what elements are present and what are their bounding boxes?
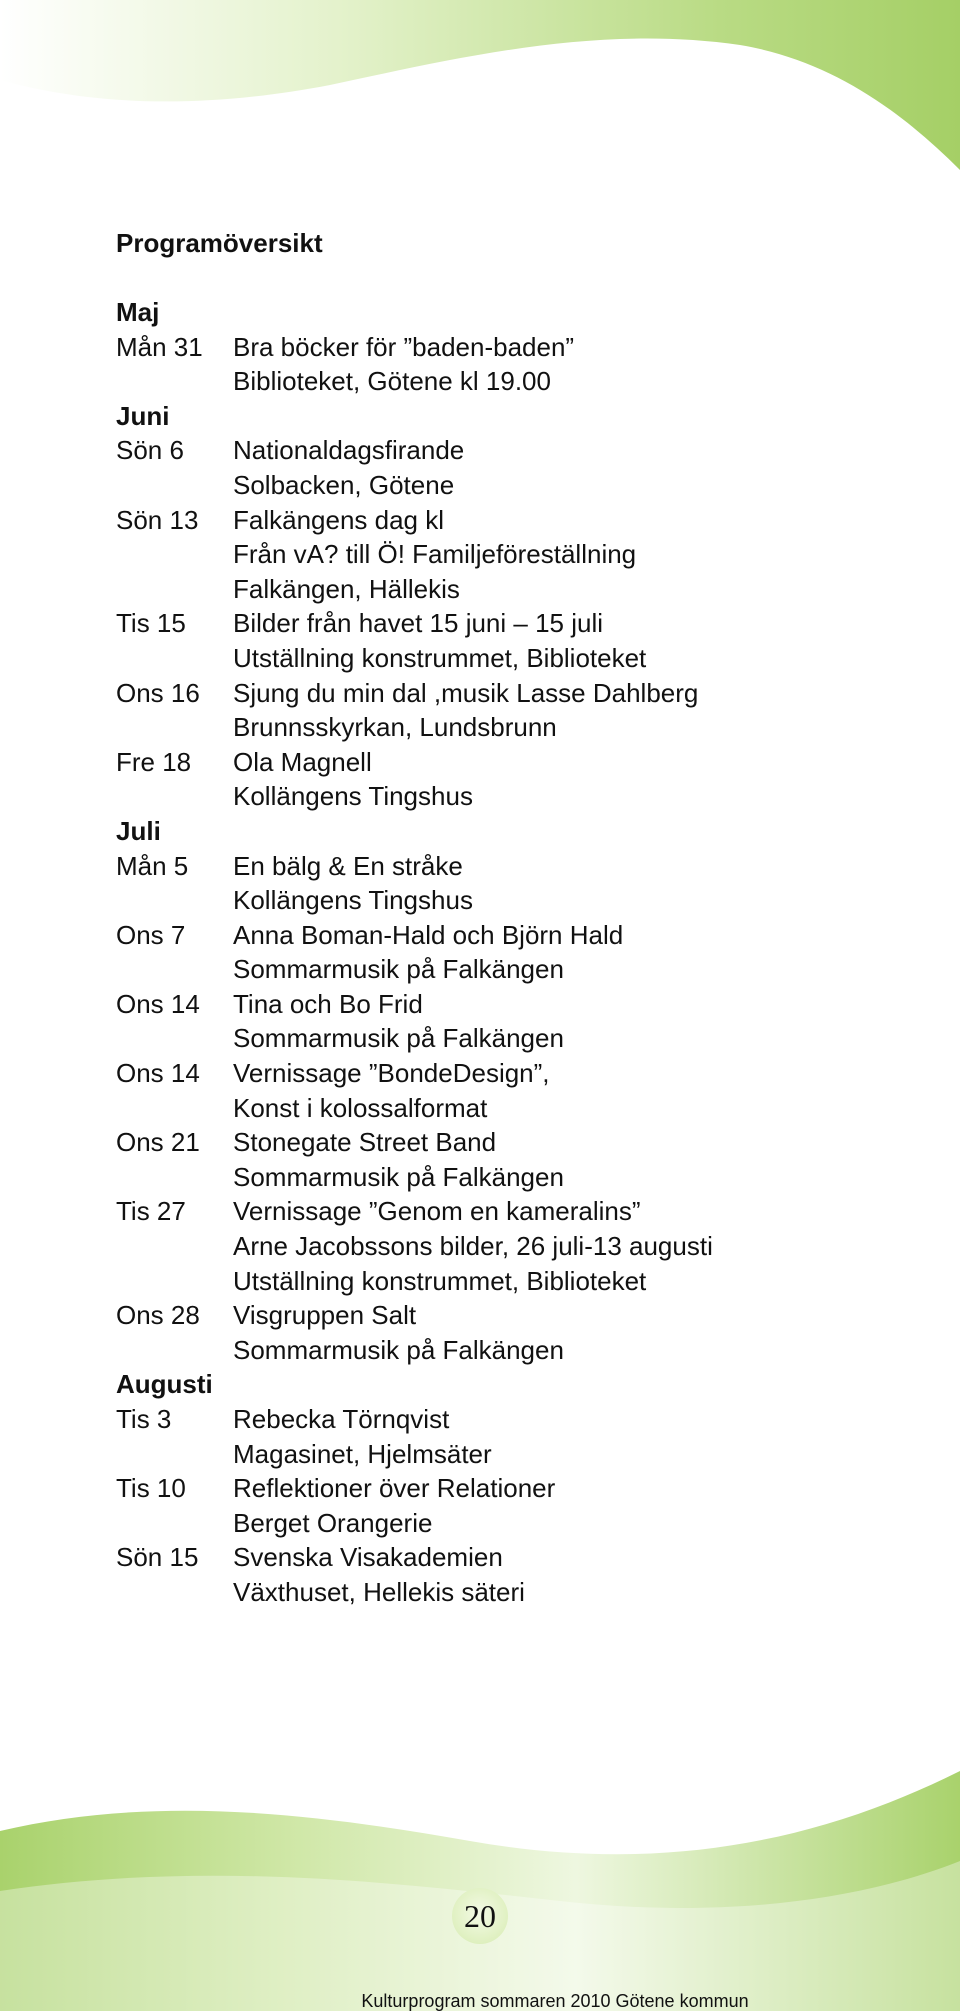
event-entry [116,1402,916,1471]
event-line: Reflektioner över Relationer [233,1473,556,1504]
event-line: Växthuset, Hellekis säteri [233,1576,525,1607]
event-line: Sommarmusik på Falkängen [233,1334,564,1365]
event-entry [116,987,916,1056]
event-day: Tis 3 [116,1404,172,1434]
top-wave-decoration [0,0,960,200]
event-entry [116,606,916,675]
event-details [233,330,916,399]
event-details [233,433,916,502]
event-day: Ons 28 [116,1300,200,1331]
event-details [233,1056,916,1125]
event-entry [116,330,916,399]
event-details [233,1125,916,1194]
event-line: Magasinet, Hjelmsäter [233,1438,492,1469]
event-entry [116,1194,916,1298]
event-day: Tis 10 [116,1473,186,1504]
event-line: Svenska Visakademien [233,1542,503,1573]
event-entry [116,1298,916,1367]
event-line: Kollängens Tingshus [233,885,473,916]
event-day: Ons 14 [116,988,200,1019]
event-line: Tina och Bo Frid [233,988,423,1019]
event-entry [116,1056,916,1125]
event-day: Tis 27 [116,1196,186,1227]
event-line: Visgruppen Salt [233,1300,417,1331]
event-line: Bra böcker för ”baden-baden” [233,331,575,362]
event-line: Sommarmusik på Falkängen [233,1023,564,1054]
page-title: Programöversikt [116,228,323,258]
program-list [116,295,916,1610]
event-day: Sön 6 [116,435,184,466]
event-line: Från vA? till Ö! Familjeföreställning [233,539,637,570]
event-details [233,1402,916,1471]
page-number: 20 [464,1897,496,1934]
footer [0,1990,960,2012]
event-line: Brunnsskyrkan, Lundsbrunn [233,712,557,743]
event-line: Ola Magnell [233,746,372,777]
bottom-wave-decoration [0,1741,960,2011]
event-line: Vernissage ”BondeDesign”, [233,1058,550,1089]
event-entry [116,745,916,814]
event-line: Falkängens dag kl [233,504,445,535]
event-details [233,987,916,1056]
event-line: Stonegate Street Band [233,1127,497,1158]
event-entry [116,918,916,987]
event-details [233,676,916,745]
event-entry [116,1125,916,1194]
event-day: Tis 15 [116,608,186,639]
month-heading: Juli [116,815,161,846]
event-details [233,1194,916,1298]
event-details [233,745,916,814]
event-details [233,1471,916,1540]
event-line: Vernissage ”Genom en kameralins” [233,1196,641,1227]
event-details [233,606,916,675]
month-heading: Augusti [116,1369,213,1400]
month-heading: Maj [116,297,160,327]
event-details [233,1298,916,1367]
event-day: Sön 15 [116,1542,199,1573]
event-line: Utställning konstrummet, Biblioteket [233,1265,647,1296]
event-entry [116,433,916,502]
event-day: Mån 5 [116,850,189,881]
event-line: Bilder från havet 15 juni – 15 juli [233,608,604,639]
event-day: Mån 31 [116,331,203,362]
event-line: Sommarmusik på Falkängen [233,954,564,985]
event-line: Rebecka Törnqvist [233,1404,450,1434]
event-line: Sommarmusik på Falkängen [233,1161,564,1192]
event-details [233,1540,916,1609]
footer-text: Kulturprogram sommaren 2010 Götene kommun [361,1991,749,2011]
event-line: En bälg & En stråke [233,850,463,881]
event-day: Ons 21 [116,1127,200,1158]
event-line: Biblioteket, Götene kl 19.00 [233,366,551,397]
event-entry [116,1540,916,1609]
event-line: Kollängens Tingshus [233,781,473,812]
event-line: Falkängen, Hällekis [233,573,460,604]
event-line: Nationaldagsfirande [233,435,465,466]
event-entry [116,1471,916,1540]
event-line: Anna Boman-Hald och Björn Hald [233,919,624,950]
event-day: Ons 14 [116,1058,200,1089]
event-line: Utställning konstrummet, Biblioteket [233,642,647,673]
event-day: Fre 18 [116,746,192,777]
event-line: Konst i kolossalformat [233,1092,488,1123]
event-line: Berget Orangerie [233,1507,433,1538]
event-line: Solbacken, Götene [233,469,455,500]
event-details [233,503,916,607]
page-number-badge [452,1888,508,1944]
event-details [233,849,916,918]
month-heading: Juni [116,400,170,431]
event-day: Ons 16 [116,677,200,708]
event-day: Ons 7 [116,919,186,950]
event-day: Sön 13 [116,504,199,535]
event-entry [116,503,916,607]
event-details [233,918,916,987]
event-entry [116,676,916,745]
event-line: Arne Jacobssons bilder, 26 juli-13 augusti [233,1231,713,1262]
event-entry [116,849,916,918]
event-line: Sjung du min dal ,musik Lasse Dahlberg [233,677,699,708]
